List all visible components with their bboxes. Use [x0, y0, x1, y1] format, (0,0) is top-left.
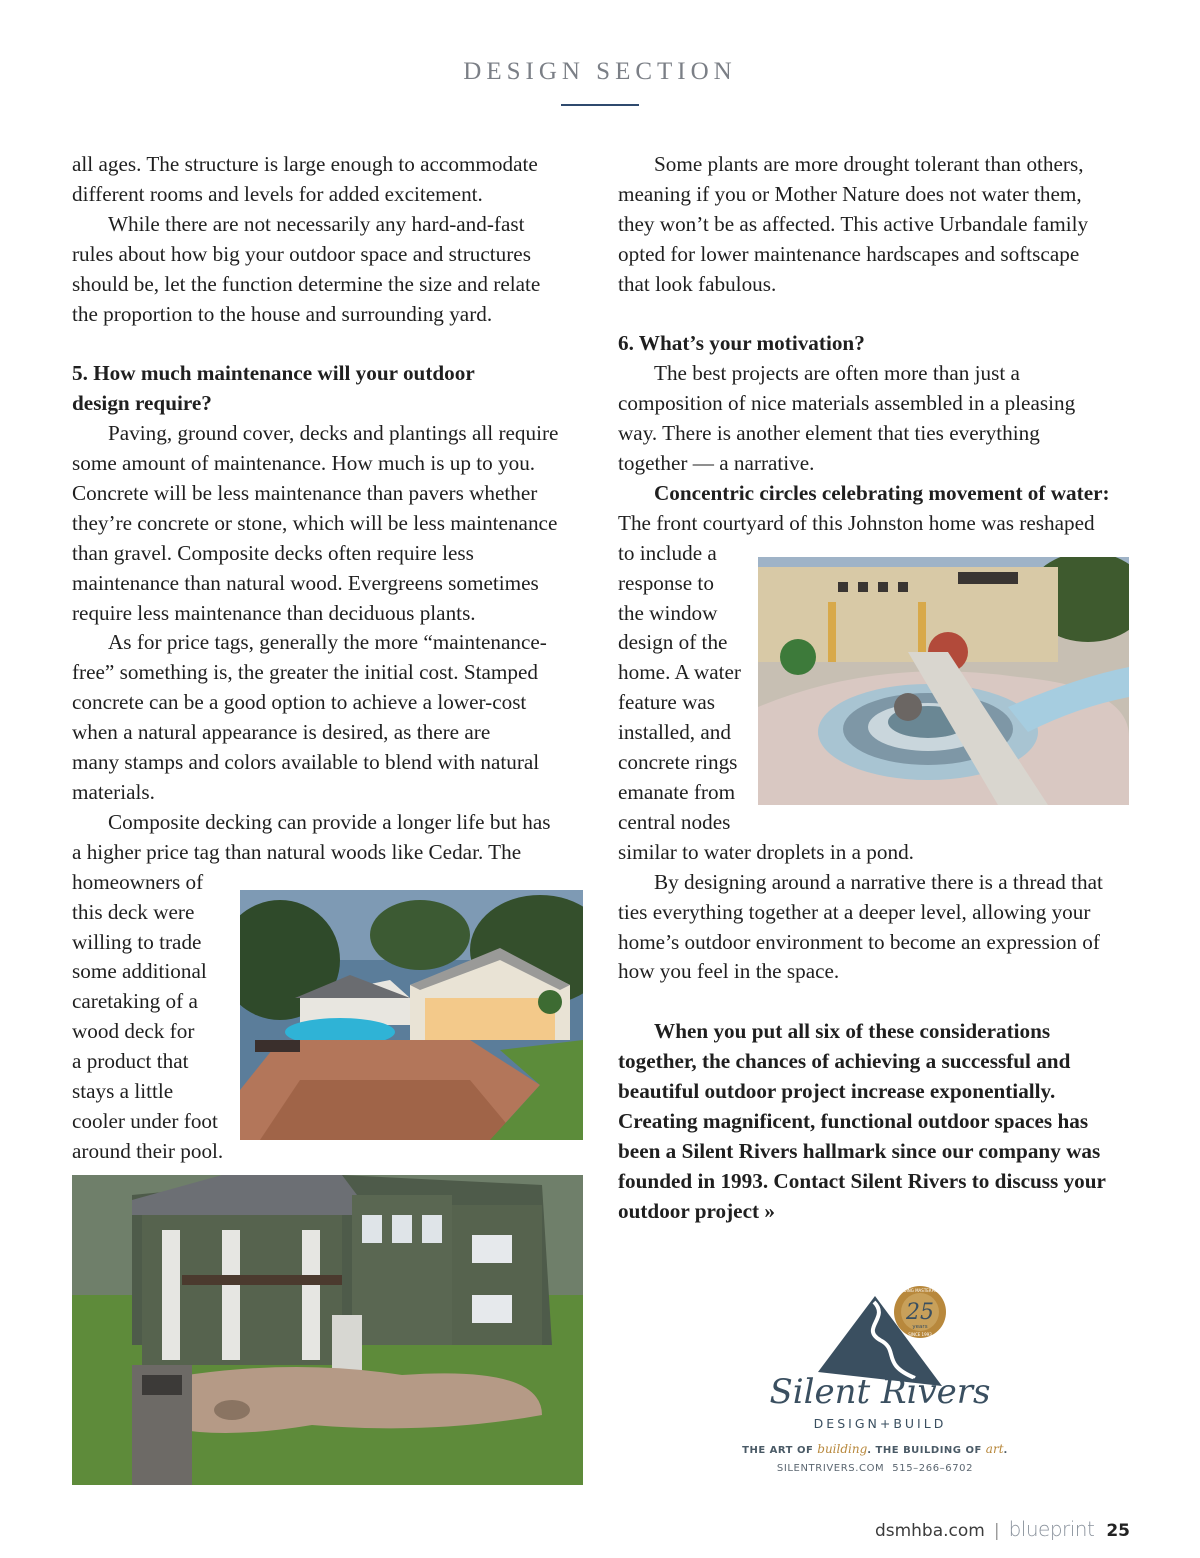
closing-line: together, the chances of achieving a successful and: [618, 1049, 1071, 1074]
text-line: together — a narrative.: [618, 451, 815, 476]
badge-number: 25: [906, 1300, 934, 1325]
text-line: around their pool.: [72, 1138, 224, 1163]
closing-line: outdoor project »: [618, 1198, 775, 1223]
text-line: opted for lower maintenance hardscapes and softscape: [618, 241, 1080, 266]
phone-number: 515–266–6702: [892, 1463, 974, 1474]
text-line: The best projects are often more than just a: [654, 361, 1020, 386]
closing-line: been a Silent Rivers hallmark since our company was: [618, 1138, 1101, 1163]
text-line: rules about how big your outdoor space and structures: [72, 241, 531, 266]
website-link[interactable]: SILENTRIVERS.COM: [776, 1463, 885, 1474]
text-line: some amount of maintenance. How much is up to you.: [72, 451, 536, 476]
text-line: than gravel. Composite decks often require less: [72, 540, 474, 565]
brand-tagline: [740, 1442, 1010, 1456]
text-line: stays a little: [72, 1079, 174, 1104]
text-line: home’s outdoor environment to become an expression of: [618, 929, 1100, 954]
text-line: when a natural appearance is desired, as there are: [72, 720, 491, 745]
text-line: central nodes: [618, 809, 731, 834]
text-line: installed, and: [618, 720, 731, 745]
text-line: Composite decking can provide a longer life but has: [108, 809, 551, 834]
text-line: way. There is another element that ties everything: [618, 421, 1040, 446]
badge-bottom-text: SINCE 1993: [908, 1332, 932, 1337]
section-heading: design require?: [72, 391, 212, 416]
text-line: wood deck for: [72, 1019, 195, 1044]
text-line: willing to trade: [72, 929, 202, 954]
text-line: While there are not necessarily any hard-and-fast: [108, 211, 525, 236]
text-line: feature was: [618, 690, 716, 715]
text-line: should be, let the function determine the size and relate: [72, 271, 541, 296]
text-line: The front courtyard of this Johnston home was reshaped: [618, 510, 1095, 535]
text-line: the proportion to the house and surrounding yard.: [72, 301, 493, 326]
text-line: similar to water droplets in a pond.: [618, 839, 914, 864]
text-line: materials.: [72, 780, 155, 805]
text-line: all ages. The structure is large enough to accommodate: [72, 152, 538, 176]
closing-line: When you put all six of these considerations: [654, 1019, 1051, 1044]
text-line: design of the: [618, 630, 728, 655]
pool-deck-photo: [240, 890, 583, 1140]
text-line: require less maintenance than deciduous plants.: [72, 600, 476, 625]
lead-in: Concentric circles celebrating movement of water:: [654, 480, 1110, 505]
text-line: many stamps and colors available to blend with natural: [72, 750, 540, 775]
text-line: different rooms and levels for added excitement.: [72, 181, 483, 206]
text-line: emanate from: [618, 780, 736, 805]
text-line: cooler under foot: [72, 1108, 218, 1133]
brand-name: Silent Rivers: [769, 1372, 991, 1412]
section-heading: 5. How much maintenance will your outdoor: [72, 361, 475, 386]
section-heading: 6. What’s your motivation?: [618, 331, 865, 356]
closing-line: founded in 1993. Contact Silent Rivers to discuss your: [618, 1168, 1106, 1193]
courtyard-photo: [758, 557, 1129, 805]
text-line: homeowners of: [72, 869, 204, 894]
text-line: Paving, ground cover, decks and plantings all require: [108, 421, 559, 446]
text-line: to include a: [618, 540, 717, 565]
text-line: free” something is, the greater the initial cost. Stamped: [72, 660, 538, 685]
section-title: DESIGN SECTION: [463, 58, 737, 85]
text-line: home. A water: [618, 660, 741, 685]
text-line: Concrete will be less maintenance than pavers whether: [72, 480, 538, 505]
magazine-name: blueprint: [1008, 1517, 1095, 1541]
tagline-accent: art: [985, 1442, 1004, 1456]
badge-years: years: [912, 1324, 928, 1330]
badge-top-text: BUILDING MASTERPIECES: [894, 1288, 946, 1293]
text-line: ties everything together at a deeper level, allowing your: [618, 899, 1091, 924]
page-number: 25: [1106, 1521, 1130, 1541]
text-line: meaning if you or Mother Nature does not water them,: [618, 181, 1082, 206]
text-line: concrete rings: [618, 750, 738, 775]
closing-line: Creating magnificent, functional outdoor spaces has: [618, 1108, 1089, 1133]
text-line: how you feel in the space.: [618, 959, 840, 984]
brand-subtitle: DESIGN+BUILD: [813, 1416, 947, 1431]
tagline-part: THE ART OF: [742, 1445, 818, 1456]
footer-site[interactable]: dsmhba.com: [874, 1521, 985, 1541]
text-line: composition of nice materials assembled in a pleasing: [618, 391, 1076, 416]
text-line: As for price tags, generally the more “maintenance-: [108, 630, 547, 655]
text-line: By designing around a narrative there is a thread that: [654, 869, 1103, 894]
text-line: Some plants are more drought tolerant than others,: [654, 152, 1084, 176]
text-line: a product that: [72, 1049, 189, 1074]
aerial-house-photo: [72, 1175, 583, 1485]
text-line: response to: [618, 570, 714, 595]
tagline-part: . THE BUILDING OF: [867, 1445, 986, 1456]
tagline-part: .: [1003, 1445, 1008, 1456]
page-footer: [875, 1517, 1130, 1541]
text-line: this deck were: [72, 899, 195, 924]
text-line: concrete can be a good option to achieve a lower-cost: [72, 690, 527, 715]
text-line: some additional: [72, 959, 207, 984]
closing-line: beautiful outdoor project increase exponentially.: [618, 1079, 1056, 1104]
header-divider: [561, 104, 639, 106]
text-line: the window: [618, 600, 718, 625]
text-line: that look fabulous.: [618, 271, 777, 296]
text-line: they won’t be as affected. This active Urbandale family: [618, 211, 1089, 236]
text-line: caretaking of a: [72, 989, 198, 1014]
tagline-accent: building: [817, 1442, 868, 1456]
text-line: maintenance than natural wood. Evergreens sometimes: [72, 570, 539, 595]
text-line: a higher price tag than natural woods like Cedar. The: [72, 839, 522, 864]
brand-contact: [740, 1463, 1010, 1474]
text-line: they’re concrete or stone, which will be less maintenance: [72, 510, 558, 535]
footer-separator: |: [993, 1521, 1000, 1541]
